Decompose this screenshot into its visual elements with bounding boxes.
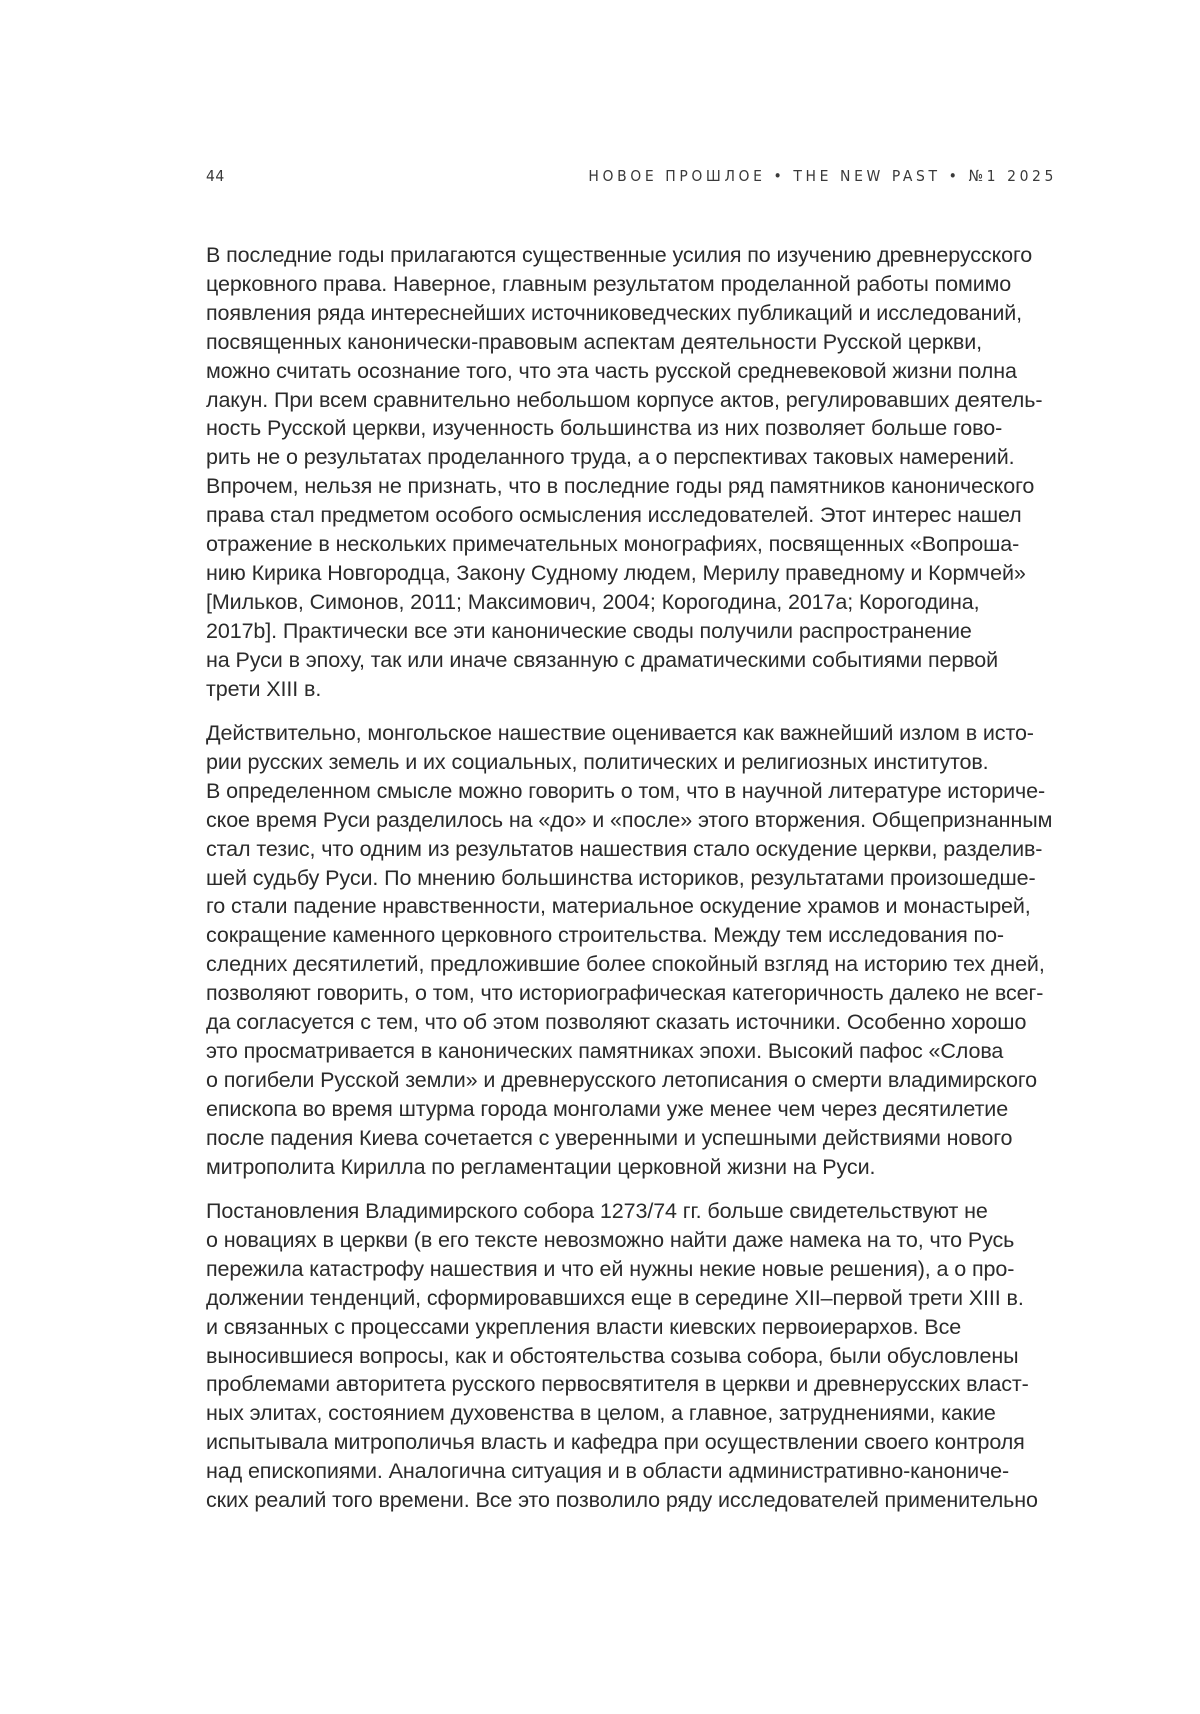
text-line: должении тенденций, сформировавшихся еще в середине XII–первой трети XIII в. <box>206 1284 1076 1313</box>
article-body <box>206 241 1076 1530</box>
paragraph <box>206 241 1076 704</box>
text-line: В последние годы прилагаются существенные усилия по изучению древнерусского <box>206 241 1076 270</box>
paragraph <box>206 719 1076 1182</box>
text-line: го стали падение нравственности, материальное оскудение храмов и монастырей, <box>206 892 1076 921</box>
text-line: следних десятилетий, предложившие более спокойный взгляд на историю тех дней, <box>206 950 1076 979</box>
text-line: епископа во время штурма города монголами уже менее чем через десятилетие <box>206 1095 1076 1124</box>
text-line: рить не о результатах проделанного труда, а о перспективах таковых намерений. <box>206 443 1076 472</box>
text-line: рии русских земель и их социальных, политических и религиозных институтов. <box>206 748 1076 777</box>
text-line: В определенном смысле можно говорить о том, что в научной литературе историче- <box>206 777 1076 806</box>
text-line: можно считать осознание того, что эта часть русской средневековой жизни полна <box>206 357 1076 386</box>
text-line: это просматривается в канонических памятниках эпохи. Высокий пафос «Слова <box>206 1037 1076 1066</box>
text-line: стал тезис, что одним из результатов нашествия стало оскудение церкви, разделив- <box>206 835 1076 864</box>
text-line: выносившиеся вопросы, как и обстоятельства созыва собора, были обусловлены <box>206 1342 1076 1371</box>
running-head <box>206 164 1057 188</box>
text-line: на Руси в эпоху, так или иначе связанную с драматическими событиями первой <box>206 646 1076 675</box>
journal-title: НОВОЕ ПРОШЛОЕ • THE NEW PAST • №1 2025 <box>588 164 1057 188</box>
text-line: отражение в нескольких примечательных монографиях, посвященных «Вопроша- <box>206 530 1076 559</box>
text-line: посвященных канонически-правовым аспектам деятельности Русской церкви, <box>206 328 1076 357</box>
text-line: Впрочем, нельзя не признать, что в последние годы ряд памятников канонического <box>206 472 1076 501</box>
text-line: ское время Руси разделилось на «до» и «после» этого вторжения. Общепризнанным <box>206 806 1076 835</box>
text-line: лакун. При всем сравнительно небольшом корпусе актов, регулировавших деятель- <box>206 386 1076 415</box>
text-line: ских реалий того времени. Все это позволило ряду исследователей применительно <box>206 1486 1076 1515</box>
text-line: митрополита Кирилла по регламентации церковной жизни на Руси. <box>206 1153 1076 1182</box>
text-line: шей судьбу Руси. По мнению большинства историков, результатами произошедше- <box>206 864 1076 893</box>
text-line: нию Кирика Новгородца, Закону Судному людем, Мерилу праведному и Кормчей» <box>206 559 1076 588</box>
journal-page <box>0 0 1200 1714</box>
text-line: испытывала митрополичья власть и кафедра при осуществлении своего контроля <box>206 1428 1076 1457</box>
text-line: после падения Киева сочетается с уверенными и успешными действиями нового <box>206 1124 1076 1153</box>
page-number: 44 <box>206 164 225 188</box>
text-line: Постановления Владимирского собора 1273/74 гг. больше свидетельствуют не <box>206 1197 1076 1226</box>
text-line: пережила катастрофу нашествия и что ей нужны некие новые решения), а о про- <box>206 1255 1076 1284</box>
text-line: сокращение каменного церковного строительства. Между тем исследования по- <box>206 921 1076 950</box>
text-line: позволяют говорить, о том, что историографическая категоричность далеко не всег- <box>206 979 1076 1008</box>
text-line: да согласуется с тем, что об этом позволяют сказать источники. Особенно хорошо <box>206 1008 1076 1037</box>
text-line: трети XIII в. <box>206 675 1076 704</box>
text-line: Действительно, монгольское нашествие оценивается как важнейший излом в исто- <box>206 719 1076 748</box>
text-line: 2017b]. Практически все эти канонические своды получили распространение <box>206 617 1076 646</box>
text-line: ных элитах, состоянием духовенства в целом, а главное, затруднениями, какие <box>206 1399 1076 1428</box>
text-line: и связанных с процессами укрепления власти киевских первоиерархов. Все <box>206 1313 1076 1342</box>
text-line: [Мильков, Симонов, 2011; Максимович, 2004; Корогодина, 2017а; Корогодина, <box>206 588 1076 617</box>
text-line: проблемами авторитета русского первосвятителя в церкви и древнерусских власт- <box>206 1370 1076 1399</box>
text-line: о погибели Русской земли» и древнерусского летописания о смерти владимирского <box>206 1066 1076 1095</box>
text-line: церковного права. Наверное, главным результатом проделанной работы помимо <box>206 270 1076 299</box>
text-line: над епископиями. Аналогична ситуация и в области административно-канониче- <box>206 1457 1076 1486</box>
paragraph <box>206 1197 1076 1515</box>
text-line: появления ряда интереснейших источниковедческих публикаций и исследований, <box>206 299 1076 328</box>
text-line: права стал предметом особого осмысления исследователей. Этот интерес нашел <box>206 501 1076 530</box>
text-line: о новациях в церкви (в его тексте невозможно найти даже намека на то, что Русь <box>206 1226 1076 1255</box>
text-line: ность Русской церкви, изученность большинства из них позволяет больше гово- <box>206 414 1076 443</box>
